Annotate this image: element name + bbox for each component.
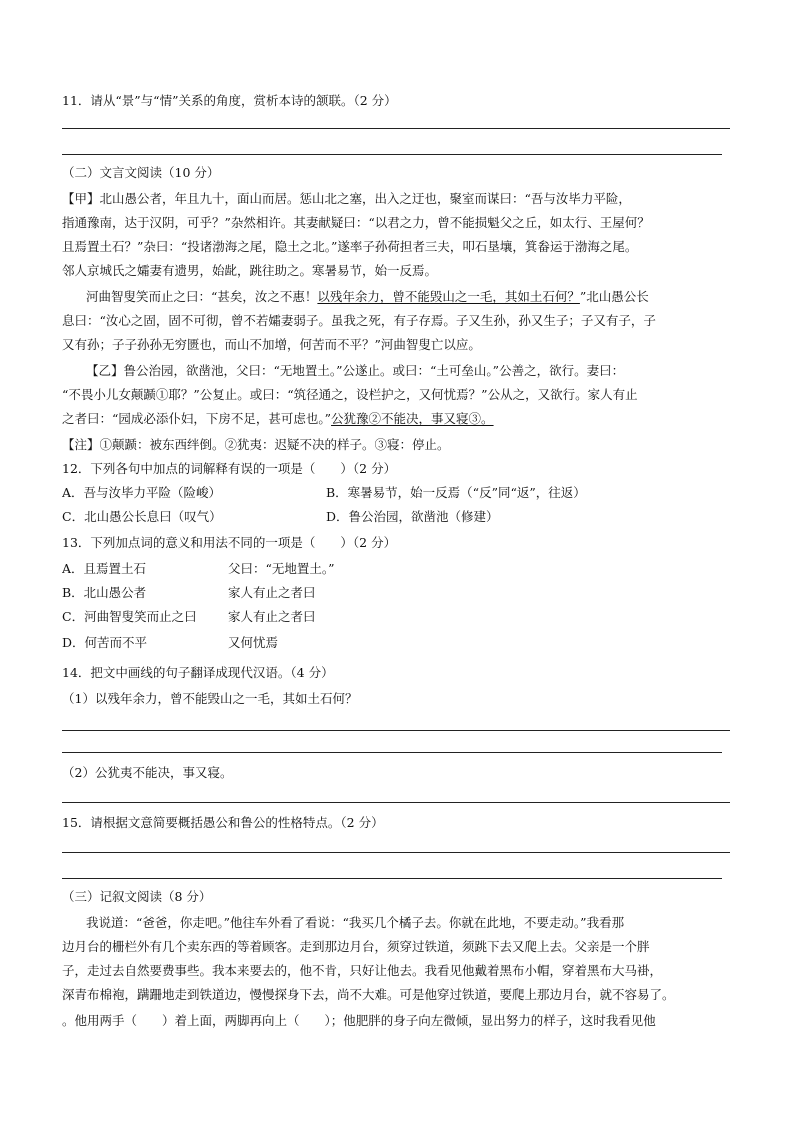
question-14-sub-1: （1）以残年余力，曾不能毁山之一毛，其如土石何？: [62, 691, 358, 706]
question-15: 15．请根据文意简要概括愚公和鲁公的性格特点。（2 分）: [62, 815, 384, 830]
answer-line[interactable]: [62, 154, 722, 155]
passage-jia-line: [86, 288, 734, 306]
section-heading-classical: （二）文言文阅读（10 分）: [62, 165, 220, 180]
question-11: 11．请从“景”与“情”关系的角度，赏析本诗的颔联。（2 分）: [62, 93, 397, 108]
passage-yi-line: “不畏小儿女颠踬①耶？”公复止。或曰：“筑径通之，设栏护之，又何忧焉？”公从之，又欲行。家人有止: [62, 387, 638, 402]
question-12-options: [62, 508, 734, 526]
answer-line[interactable]: [62, 802, 730, 803]
question-13-stem: 13．下列加点词的意义和用法不同的一项是（ ）（2 分）: [62, 535, 397, 550]
text-run: ”北山愚公长: [579, 289, 649, 304]
question-14-sub-2: （2）公犹夷不能决，事又寝。: [62, 765, 233, 780]
option-right: 又何忧焉: [228, 635, 279, 650]
option-right: 家人有止之者曰: [228, 609, 316, 624]
option-left: D．何苦而不平: [62, 635, 148, 650]
question-13-option[interactable]: [62, 608, 734, 626]
passage-jia-line: 又有孙；子子孙孙无穷匮也，而山不加增，何苦而不平？”河曲智叟亡以应。: [62, 337, 481, 352]
option-d[interactable]: D．鲁公治园，欲凿池（修建）: [326, 509, 499, 524]
passage-jia-line: 邻人京城氏之孀妻有遗男，始龀，跳往助之。寒暑易节，始一反焉。: [62, 263, 438, 278]
question-14-stem: 14．把文中画线的句子翻译成现代汉语。（4 分）: [62, 665, 334, 680]
option-left: B．北山愚公者: [62, 585, 147, 600]
answer-line[interactable]: [62, 852, 730, 853]
text-run: 之者曰：“园成必添仆妇，下房不足，甚可虑也。”: [62, 411, 332, 426]
question-12-options: [62, 484, 734, 502]
passage-jia-line: 指通豫南，达于汉阴，可乎？”杂然相许。其妻献疑曰：“以君之力，曾不能损魁父之丘，如太行、王屋何？: [62, 215, 650, 230]
passage-jia-line: 且焉置土石？”杂曰：“投诸渤海之尾，隐土之北。”遂率子孙荷担者三夫，叩石垦壤，箕畚运于渤海之尾。: [62, 239, 638, 254]
narrative-line: 我说道：“爸爸，你走吧。”他往车外看了看说：“我买几个橘子去。你就在此地，不要走动。”我看那: [86, 915, 625, 930]
option-a[interactable]: A．吾与汝毕力平险（险峻）: [62, 485, 222, 500]
narrative-line: 子，走过去自然要费事些。我本来要去的，他不肯，只好让他去。我看见他戴着黑布小帽，穿着黑布大马褂，: [62, 963, 663, 978]
option-right: 父曰：“无地置土。”: [228, 561, 335, 576]
question-13-option[interactable]: [62, 584, 734, 602]
narrative-line: 边月台的栅栏外有几个卖东西的等着顾客。走到那边月台，须穿过铁道，须跳下去又爬上去。父亲是一个胖: [62, 939, 650, 954]
option-left: A．且焉置土石: [62, 561, 147, 576]
option-b[interactable]: B．寒暑易节，始一反焉（“反”同“返”，往返）: [326, 485, 586, 500]
underlined-sentence: 公犹豫②不能决，事又寝③。: [331, 411, 494, 426]
answer-line[interactable]: [62, 128, 730, 129]
option-right: 家人有止之者曰: [228, 585, 316, 600]
section-heading-narrative: （三）记叙文阅读（8 分）: [62, 889, 212, 904]
text-run: 河曲智叟笑而止之曰：“甚矣，汝之不惠！: [86, 289, 318, 304]
annotation-note: 【注】①颠踬：被东西绊倒。②犹夷：迟疑不决的样子。③寝：停止。: [62, 437, 450, 452]
narrative-line: 。他用两手（ ）着上面，两脚再向上（ ）；他肥胖的身子向左微倾，显出努力的样子，这时我看见他: [62, 1013, 656, 1028]
underlined-sentence: 以残年余力，曾不能毁山之一毛，其如土石何？: [317, 289, 580, 304]
narrative-line: 深青布棉袍，蹒跚地走到铁道边，慢慢探身下去，尚不大难。可是他穿过铁道，要爬上那边月台，就不容易了。: [62, 987, 675, 1002]
answer-line[interactable]: [62, 730, 730, 731]
passage-jia-line: 息曰：“汝心之固，固不可彻，曾不若孀妻弱子。虽我之死，有子存焉。子又生孙，孙又生子；子又有子，子: [62, 313, 656, 328]
passage-jia-line: 【甲】北山愚公者，年且九十，面山而居。惩山北之塞，出入之迂也，聚室而谋曰：“吾与汝毕力平险，: [62, 191, 631, 206]
option-c[interactable]: C．北山愚公长息曰（叹气）: [62, 509, 222, 524]
answer-line[interactable]: [62, 752, 722, 753]
question-13-option[interactable]: [62, 560, 734, 578]
question-13-option[interactable]: [62, 634, 734, 652]
passage-yi-line: [62, 410, 734, 428]
option-left: C．河曲智叟笑而止之曰: [62, 609, 197, 624]
question-12-stem: 12．下列各句中加点的词解释有误的一项是（ ）（2 分）: [62, 461, 397, 476]
passage-yi-line: 【乙】鲁公治园，欲凿池，父曰：“无地置土。”公遂止。或曰：“土可垒山。”公善之，欲行。妻曰：: [86, 363, 625, 378]
answer-line[interactable]: [62, 878, 722, 879]
